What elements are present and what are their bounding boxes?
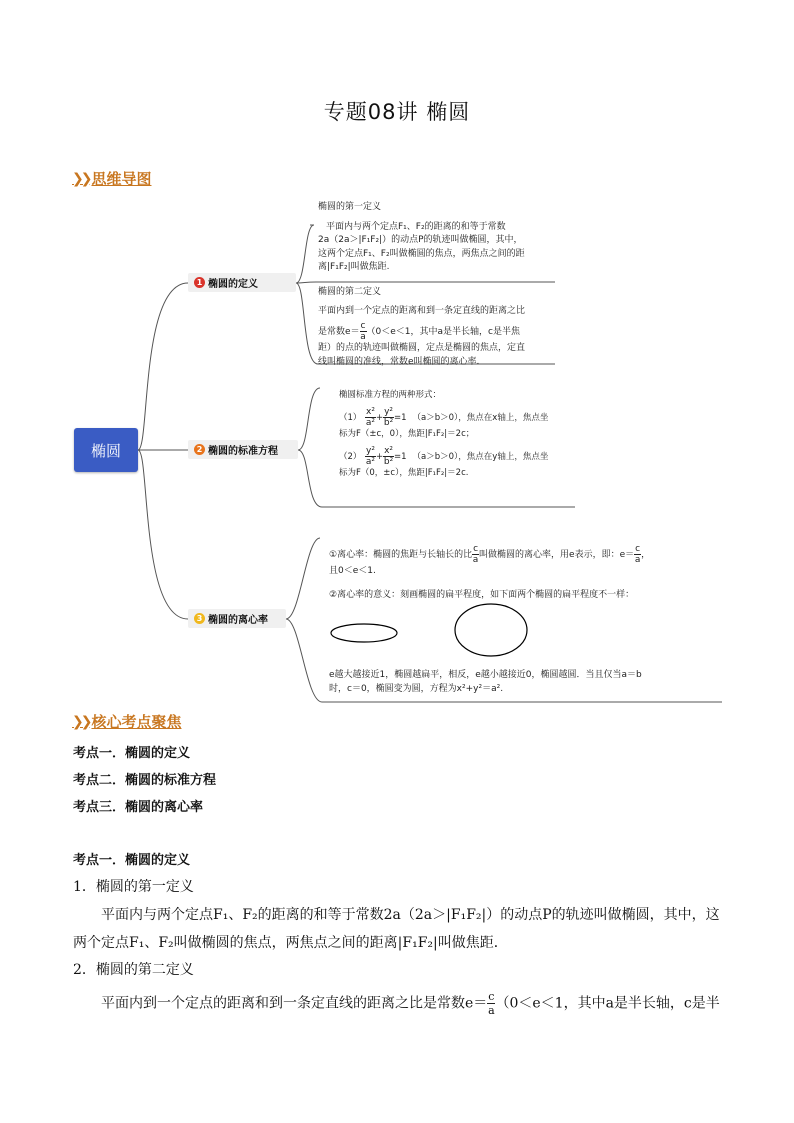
- def2-frac-num: c: [360, 321, 366, 331]
- def1-line3: 这两个定点F₁、F₂叫做椭圆的焦点，两焦点之间的距: [318, 248, 525, 259]
- content-p2-b: （0＜e＜1，其中a是半长轴，c是半: [495, 995, 720, 1012]
- def1-block: [318, 201, 558, 275]
- eq2-y-den: a²: [365, 457, 376, 467]
- std-eq1-foci: 标为F（±c，0），焦距|F₁F₂|＝2c；: [339, 429, 475, 439]
- connector-branch1: [138, 283, 188, 450]
- double-chevron-icon: ❯❯: [72, 713, 90, 730]
- std-eq2-foci: 标为F（0，±c），焦距|F₁F₂|＝2c.: [339, 468, 469, 478]
- eq1-y-num: y²: [384, 407, 393, 417]
- branch-label-eccentricity: 椭圆的离心率: [208, 615, 268, 626]
- branch-label-definition: 椭圆的定义: [208, 279, 258, 290]
- std-eq1-desc: （a＞b＞0），焦点在x轴上，焦点坐: [412, 413, 549, 423]
- content-p1-line2: 两个定点F₁、F₂叫做椭圆的焦点，两焦点之间的距离|F₁F₂|叫做焦距．: [73, 935, 508, 951]
- std-title: 椭圆标准方程的两种形式：: [339, 390, 442, 400]
- def1-line1: 平面内与两个定点F₁、F₂的距离的和等于常数: [326, 221, 506, 232]
- def2-line3: 距）的点的轨迹叫做椭圆，定点是椭圆的焦点，定直: [318, 343, 526, 353]
- mindmap-root: 椭圆: [74, 428, 138, 472]
- page-title: 专题08讲 椭圆: [323, 100, 471, 124]
- content-heading: 考点一．椭圆的定义: [73, 853, 191, 868]
- def2-block: [318, 286, 558, 369]
- core-heading: [72, 711, 181, 732]
- core-item-3: 考点三．椭圆的离心率: [73, 800, 204, 815]
- ecc-frac2-den: a: [634, 555, 641, 565]
- ecc-line1-c: ，: [641, 550, 651, 560]
- ecc-frac-1: [472, 544, 479, 565]
- ecc-frac2-num: c: [635, 544, 641, 554]
- core-item-1: 考点一．椭圆的定义: [73, 746, 191, 761]
- eq1-x-den: a²: [365, 418, 376, 428]
- ecc-line1-a: ①离心率：椭圆的焦距与长轴长的比: [329, 550, 473, 560]
- content-sub2: 2．椭圆的第二定义: [73, 962, 194, 978]
- std-eq2-xfrac: [383, 446, 394, 467]
- content-p2-frac-den: a: [488, 1004, 495, 1017]
- ecc-block-2: [329, 669, 719, 696]
- def1-line2: 2a（2a＞|F₁F₂|）的动点P的轨迹叫做椭圆，其中，: [318, 235, 523, 245]
- ecc-frac1-num: c: [473, 544, 479, 554]
- branch-standard-equation: [188, 440, 298, 459]
- std-eq1-row: （1） $\frac{\text{x²}}{\text{a²}}$ + $\frac{\text{y²}}{\text{b²}}$ =1 （a＞b＞0），焦点在x轴上，焦点坐: [339, 407, 549, 428]
- ecc-line4: e越大越接近1，椭圆越扁平，相反，e越小越接近0，椭圆越圆．当且仅当a＝b: [329, 670, 642, 680]
- content-p1-line1: 平面内与两个定点F₁、F₂的距离的和等于常数2a（2a＞|F₁F₂|）的动点P的轨迹叫做椭圆，其中，这: [101, 907, 720, 923]
- connector-branch3: [138, 450, 188, 619]
- ecc-line3: ②离心率的意义：刻画椭圆的扁平程度，如下面两个椭圆的扁平程度不一样：: [329, 589, 635, 600]
- core-heading-text: 核心考点聚焦: [91, 713, 182, 731]
- def2-frac-den: a: [360, 332, 366, 342]
- eq1-y-den: b²: [383, 418, 394, 428]
- std-eq1-xfrac: [365, 407, 376, 428]
- def1-underline: [296, 282, 555, 283]
- content-p2-a: 平面内到一个定点的距离和到一条定直线的距离之比是常数e＝: [101, 995, 488, 1012]
- def2-line2: [318, 321, 558, 342]
- content-p2-frac-num: c: [488, 990, 495, 1003]
- def2-line1: 平面内到一个定点的距离和到一条定直线的距离之比: [318, 305, 526, 316]
- content-p2-line1: [101, 990, 720, 1017]
- branch-eccentricity: [188, 609, 286, 628]
- branch-definition: [188, 273, 296, 292]
- std-eq2-row: （2） $\frac{\text{y²}}{\text{a²}}$ + $\frac{\text{x²}}{\text{b²}}$ =1 （a＞b＞0），焦点在y轴上，焦点坐: [339, 446, 549, 467]
- std-eq2-label: （2）: [339, 451, 362, 462]
- def1-title: 椭圆的第一定义: [318, 202, 382, 212]
- eq2-x-den: b²: [383, 457, 394, 467]
- ecc-line1-b: 叫做椭圆的离心率，用e表示，即：e＝: [479, 550, 635, 560]
- std-eq2-desc: （a＞b＞0），焦点在y轴上，焦点坐: [412, 452, 549, 462]
- round-ellipse-shape: [455, 604, 527, 656]
- ecc-line1: [329, 544, 719, 565]
- content-sub1: 1．椭圆的第一定义: [73, 879, 194, 895]
- std-eq1-yfrac: [383, 407, 394, 428]
- def2-line4: 线叫椭圆的准线，常数e叫椭圆的离心率.: [318, 356, 480, 367]
- def1-line4: 离|F₁F₂|叫做焦距.: [318, 262, 390, 272]
- core-item-2: 考点二．椭圆的标准方程: [73, 773, 217, 788]
- branch-label-standard-equation: 椭圆的标准方程: [208, 446, 278, 457]
- eq1-equals: =1: [394, 413, 407, 423]
- std-block: [339, 389, 579, 479]
- eq2-equals: =1: [394, 452, 407, 462]
- eq2-x-num: x²: [384, 446, 393, 456]
- eq1-x-num: x²: [366, 407, 375, 417]
- flat-ellipse-shape: [331, 624, 397, 642]
- std-eq1-label: （1）: [339, 412, 362, 423]
- std-eq2-yfrac: [365, 446, 376, 467]
- def2-line2-a: 是常数e＝: [318, 327, 360, 337]
- eq2-y-num: y²: [366, 446, 375, 456]
- ecc-line2: 且0＜e＜1.: [329, 566, 376, 576]
- def2-fraction: [360, 321, 367, 342]
- ecc-block: [329, 544, 719, 602]
- branch-num-3: 3: [194, 613, 205, 624]
- def2-title: 椭圆的第二定义: [318, 287, 382, 297]
- double-chevron-icon: ❯❯: [72, 170, 90, 187]
- branch-num-1: 1: [194, 277, 205, 288]
- def2-line2-b: （0＜e＜1，其中a是半长轴，c是半焦: [366, 327, 520, 337]
- mindmap-heading-text: 思维导图: [91, 170, 152, 188]
- branch-num-2: 2: [194, 444, 205, 455]
- ecc-line5: 时，c＝0，椭圆变为圆，方程为x²+y²＝a².: [329, 683, 504, 694]
- ecc-frac1-den: a: [472, 555, 479, 565]
